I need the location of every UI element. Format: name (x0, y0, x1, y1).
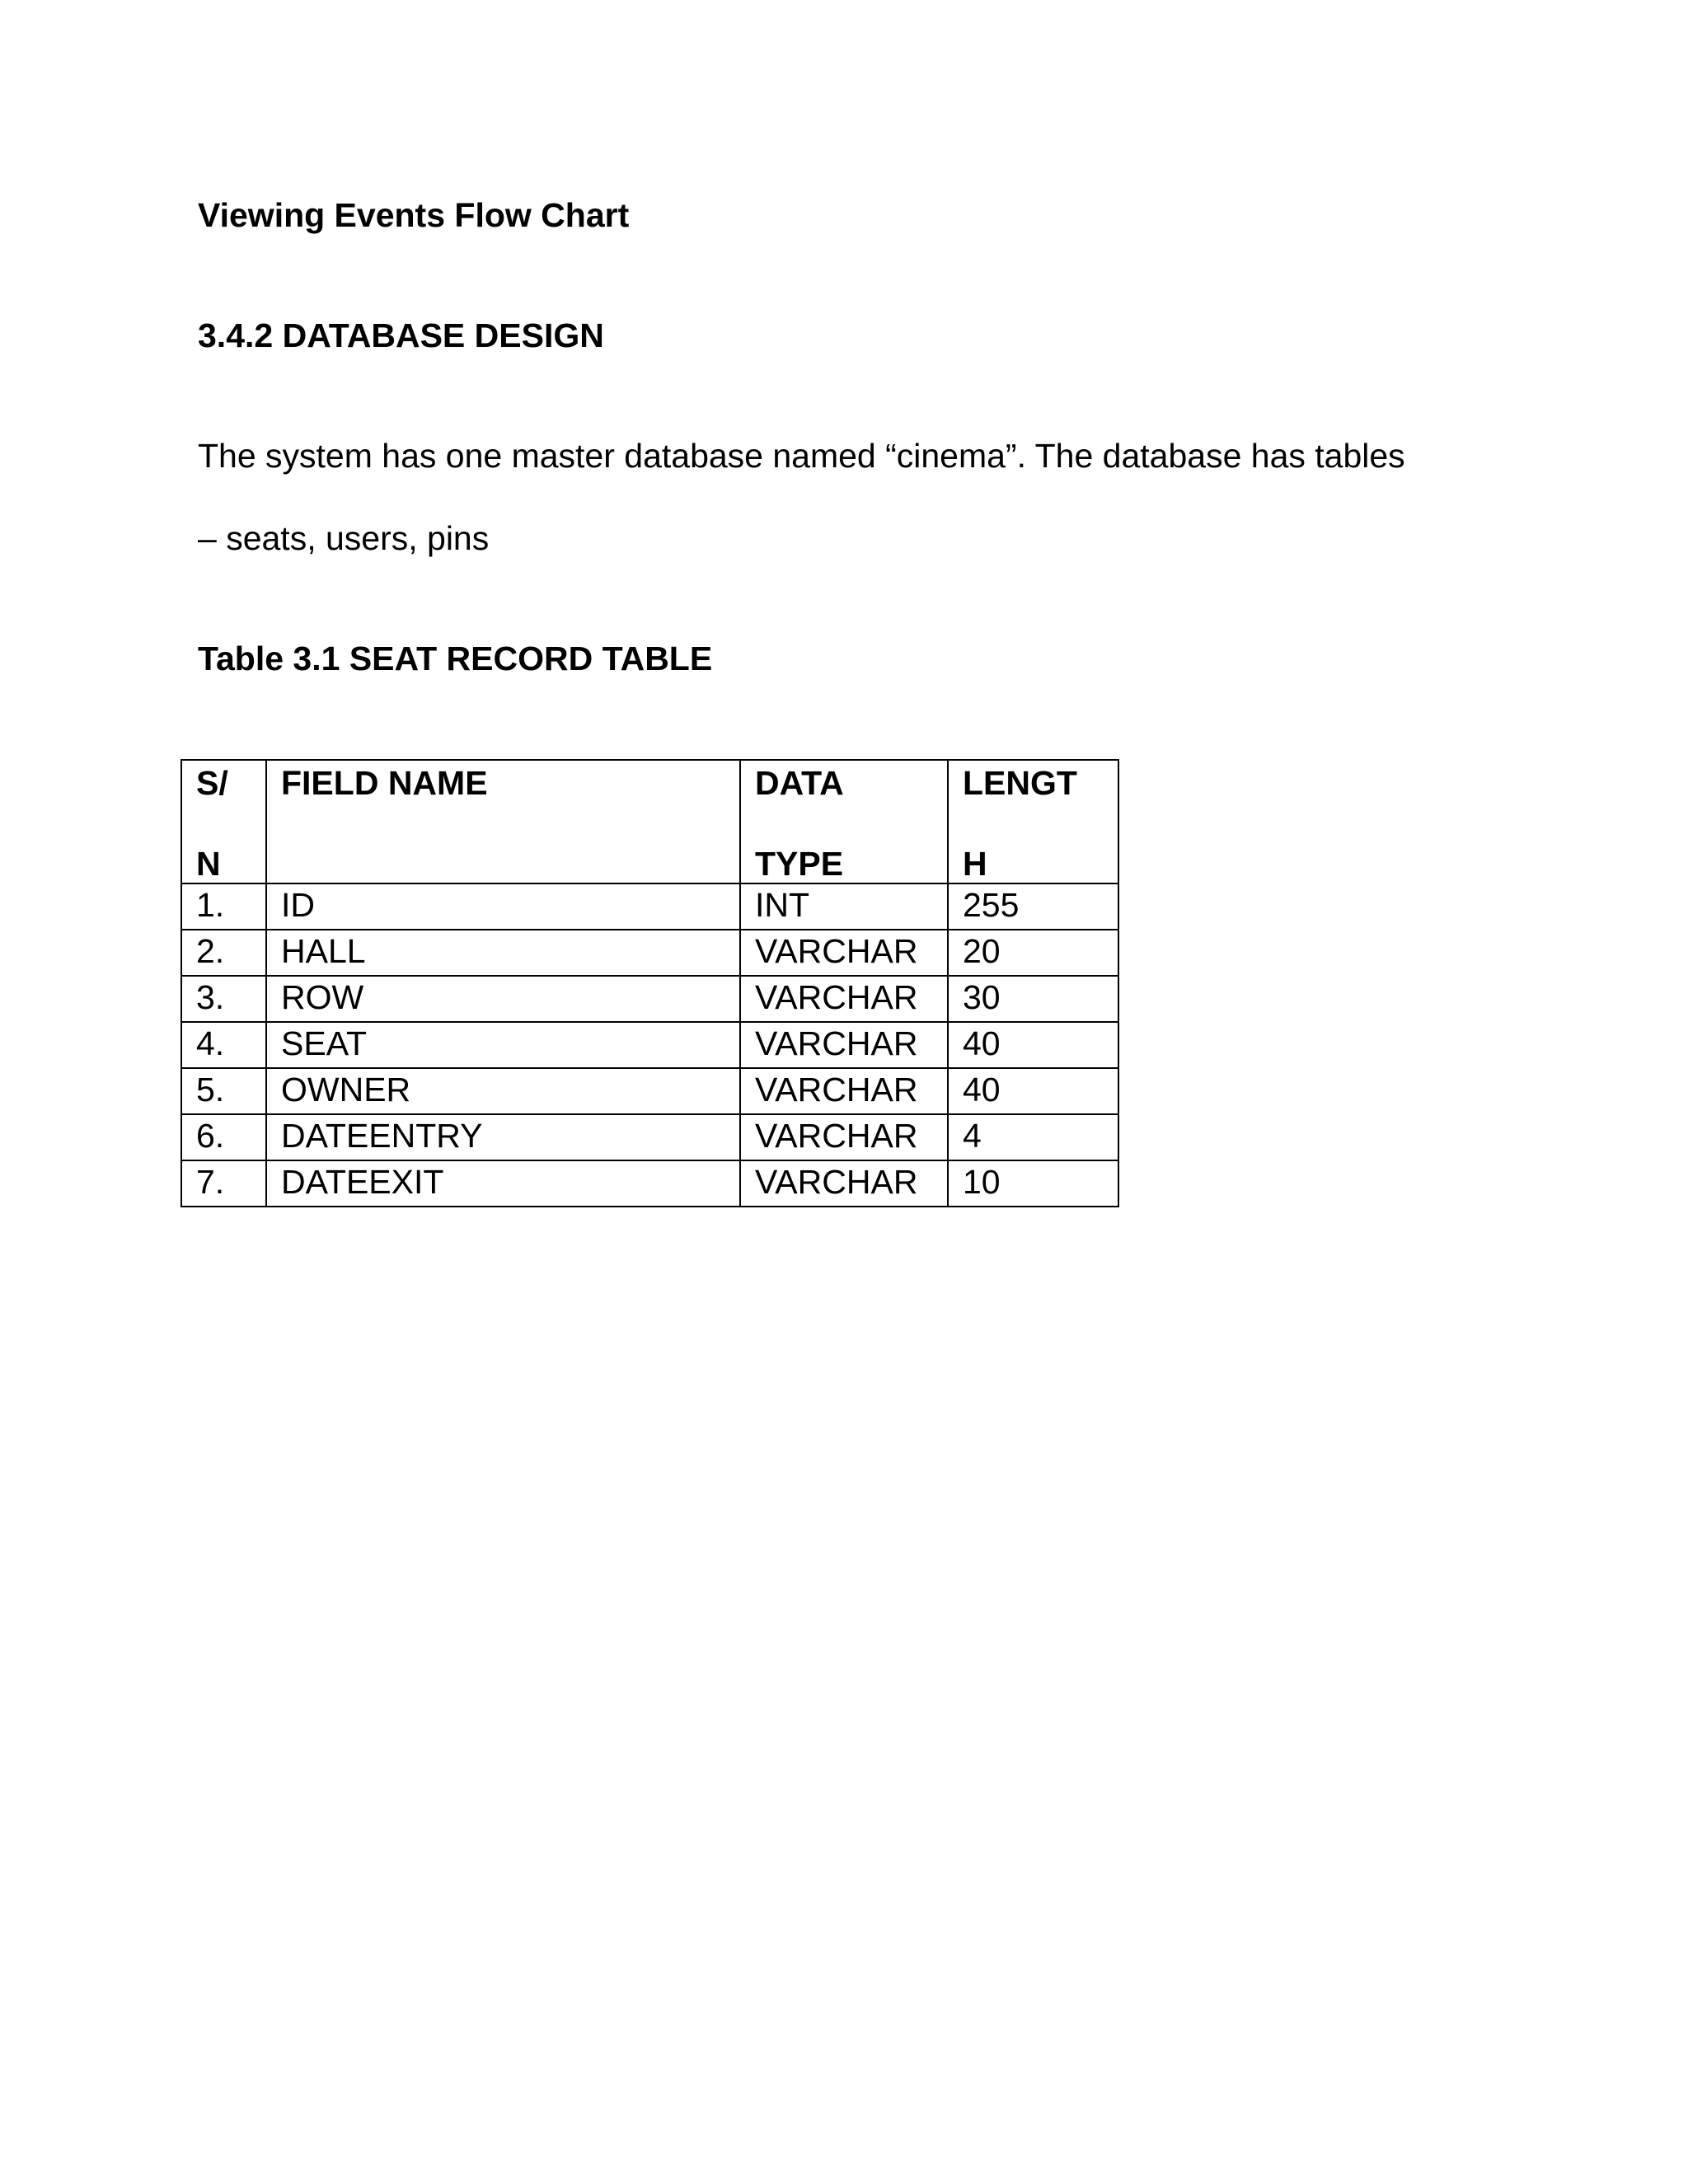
cell-serial-number: 1. (181, 883, 266, 930)
cell-data-type: VARCHAR (740, 1160, 948, 1207)
cell-serial-number: 2. (181, 930, 266, 976)
table-row (181, 1114, 1118, 1160)
paragraph-line-2: – seats, users, pins (198, 519, 490, 557)
cell-field-name: OWNER (266, 1068, 740, 1114)
table-row (181, 883, 1118, 930)
cell-serial-number: 7. (181, 1160, 266, 1207)
table-row (181, 1160, 1118, 1207)
cell-field-name: DATEENTRY (266, 1114, 740, 1160)
cell-length: 4 (948, 1114, 1118, 1160)
cell-field-name: SEAT (266, 1022, 740, 1068)
cell-data-type: VARCHAR (740, 1022, 948, 1068)
table-row (181, 1022, 1118, 1068)
cell-length: 255 (948, 883, 1118, 930)
cell-serial-number: 5. (181, 1068, 266, 1114)
header-data-type-line2: TYPE (755, 845, 844, 883)
section-heading: 3.4.2 DATABASE DESIGN (198, 316, 604, 354)
cell-length: 20 (948, 930, 1118, 976)
header-field-name-line1: FIELD NAME (281, 764, 488, 802)
cell-length: 30 (948, 976, 1118, 1022)
seat-record-table (181, 759, 1119, 1207)
header-length-line2: H (963, 845, 987, 883)
cell-data-type: VARCHAR (740, 930, 948, 976)
cell-serial-number: 6. (181, 1114, 266, 1160)
cell-field-name: DATEEXIT (266, 1160, 740, 1207)
table-row (181, 976, 1118, 1022)
table-row (181, 930, 1118, 976)
page-title: Viewing Events Flow Chart (198, 196, 630, 234)
header-field-name (266, 760, 740, 883)
cell-field-name: ROW (266, 976, 740, 1022)
cell-data-type: INT (740, 883, 948, 930)
cell-length: 40 (948, 1022, 1118, 1068)
header-data-type (740, 760, 948, 883)
cell-length: 10 (948, 1160, 1118, 1207)
cell-data-type: VARCHAR (740, 1114, 948, 1160)
header-serial-number (181, 760, 266, 883)
cell-field-name: HALL (266, 930, 740, 976)
cell-length: 40 (948, 1068, 1118, 1114)
table-header-row (181, 760, 1118, 883)
header-data-type-line1: DATA (755, 764, 844, 802)
cell-serial-number: 4. (181, 1022, 266, 1068)
paragraph-line-1: The system has one master database named “cinema”. The database has tables (198, 437, 1405, 475)
header-length (948, 760, 1118, 883)
header-serial-number-line2: N (196, 845, 221, 883)
cell-field-name: ID (266, 883, 740, 930)
header-length-line1: LENGT (963, 764, 1077, 802)
table-caption: Table 3.1 SEAT RECORD TABLE (198, 640, 713, 677)
table-row (181, 1068, 1118, 1114)
header-serial-number-line1: S/ (196, 764, 228, 802)
cell-serial-number: 3. (181, 976, 266, 1022)
cell-data-type: VARCHAR (740, 976, 948, 1022)
cell-data-type: VARCHAR (740, 1068, 948, 1114)
